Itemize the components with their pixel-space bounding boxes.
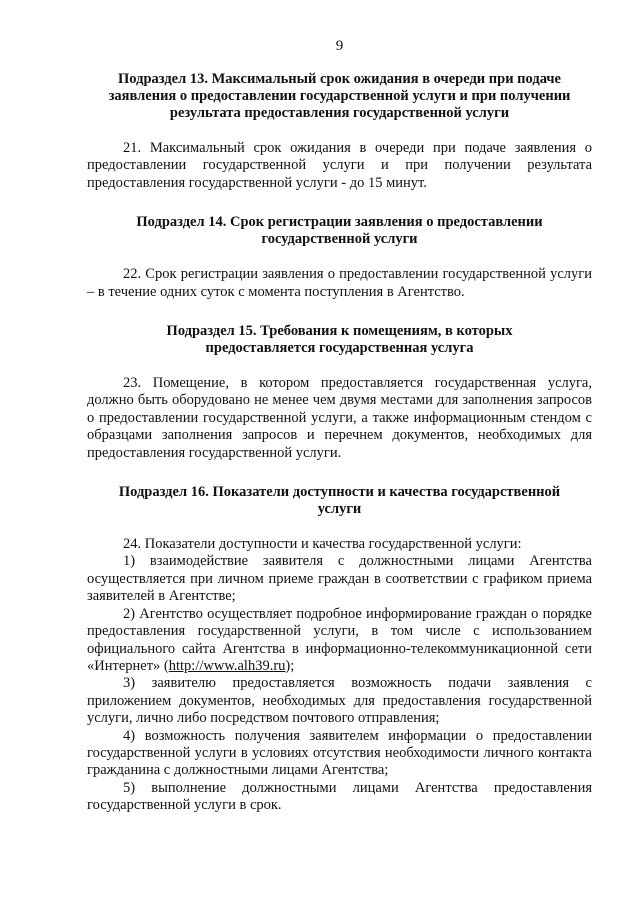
page-number: 9 bbox=[335, 38, 344, 54]
section-16-heading: Подраздел 16. Показатели доступности и качества государственной услуги bbox=[118, 484, 561, 518]
list-item-text: ); bbox=[285, 657, 295, 674]
list-item bbox=[87, 606, 592, 676]
section-13-heading: Подраздел 13. Максимальный срок ожидания в очереди при подаче заявления о предоставлении государственной услуги и при получении результата предоставления государственной услуги bbox=[108, 71, 571, 121]
website-link[interactable]: http://www.alh39.ru bbox=[168, 657, 286, 674]
list-item: 4) возможность получения заявителем информации о предоставлении государственной услуги в условиях отсутствия необходимости личного контакта гражданина с должностными лицами Агентства; bbox=[87, 727, 592, 779]
paragraph-24-intro: 24. Показатели доступности и качества государственной услуги: bbox=[123, 536, 522, 553]
paragraph-22: 22. Срок регистрации заявления о предоставлении государственной услуги – в течение одних суток с момента поступления в Агентство. bbox=[87, 266, 592, 300]
section-14-heading: Подраздел 14. Срок регистрации заявления о предоставлении государственной услуги bbox=[136, 214, 543, 248]
list-item: 3) заявителю предоставляется возможность подачи заявления с приложением документов, необходимых для предоставления государственной услуги, лично либо посредством почтового отправления; bbox=[87, 675, 592, 727]
quality-indicators-list bbox=[87, 553, 592, 814]
paragraph-23: 23. Помещение, в котором предоставляется государственная услуга, должно быть оборудовано не менее чем двумя местами для заполнения запросов о предоставлении государственной услуги, а также информационным стендом с образцами заполнения запросов и перечнем документов, необходимых для предоставления государственной услуги. bbox=[87, 375, 592, 461]
list-item: 1) взаимодействие заявителя с должностными лицами Агентства осуществляется при личном приеме граждан в соответствии с графиком приема заявителей в Агентстве; bbox=[87, 553, 592, 605]
list-item: 5) выполнение должностными лицами Агентства предоставления государственной услуги в срок. bbox=[87, 779, 592, 814]
list-item-text: 2) Агентство осуществляет подробное информирование граждан о порядке предоставления государственной услуги, в том числе с использованием официального сайта Агентства в информационно-телекоммуникационной сети «Интернет» ( bbox=[87, 605, 592, 674]
section-15-heading: Подраздел 15. Требования к помещениям, в которых предоставляется государственная услуга bbox=[166, 323, 513, 357]
paragraph-21: 21. Максимальный срок ожидания в очереди при подаче заявления о предоставлении государственной услуги и при получении результата предоставления государственной услуги - до 15 минут. bbox=[87, 140, 592, 191]
